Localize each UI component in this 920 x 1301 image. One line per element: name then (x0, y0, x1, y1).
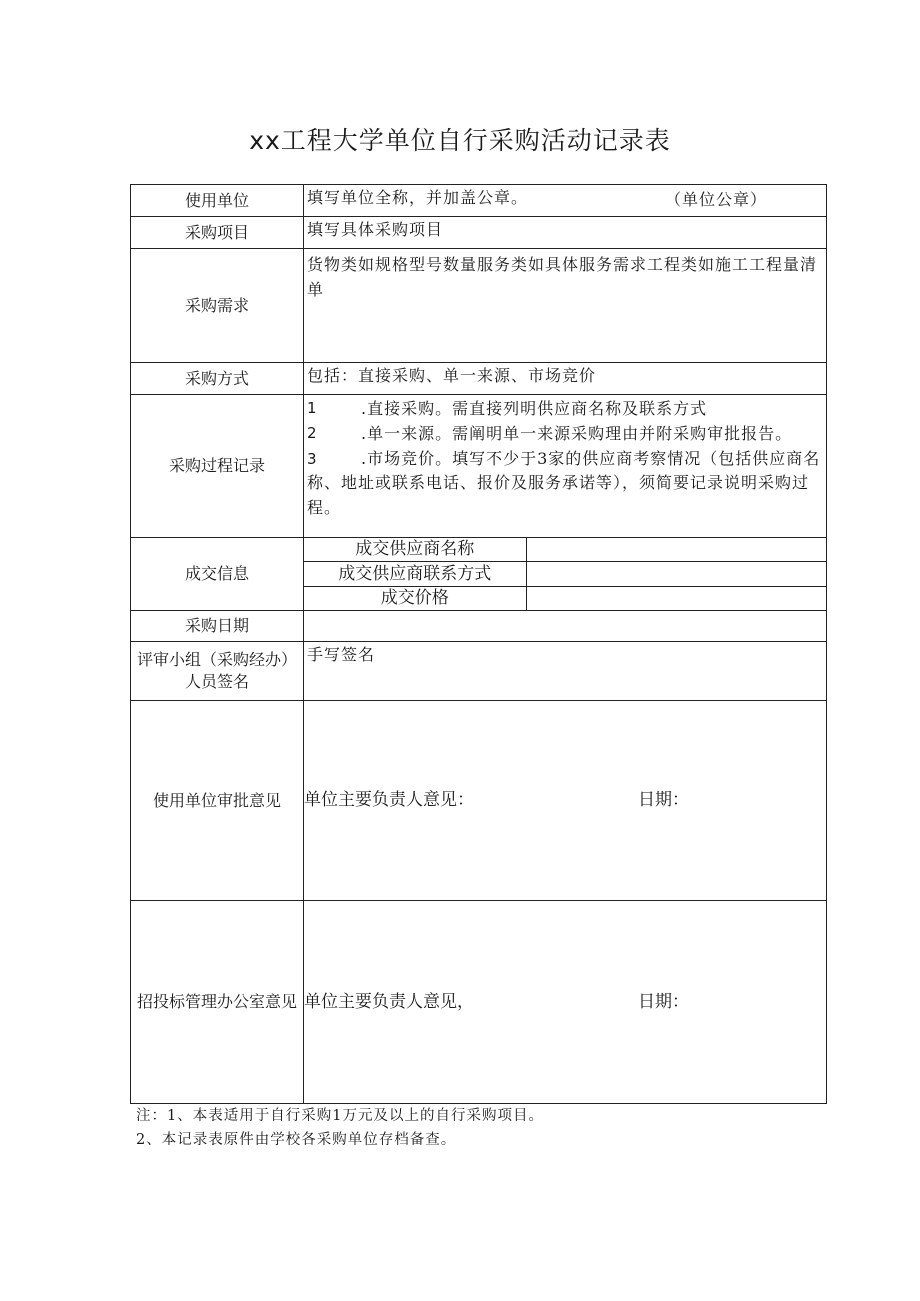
unit-approval-opinion: 单位主要负责人意见： (304, 790, 474, 811)
process-item-number: 3 (307, 449, 318, 468)
deal-supplier-contact-label: 成交供应商联系方式 (304, 562, 526, 586)
label-process: 采购过程记录 (131, 395, 304, 538)
row-office-approval (131, 901, 827, 1104)
label-office-approval: 招投标管理办公室意见 (131, 901, 304, 1104)
unit-approval-cell[interactable] (304, 701, 827, 901)
row-method (131, 363, 827, 395)
deal-supplier-name-label: 成交供应商名称 (304, 538, 526, 562)
label-demand: 采购需求 (131, 249, 304, 363)
label-deal: 成交信息 (131, 538, 304, 611)
process-item (307, 397, 823, 422)
process-item (307, 447, 823, 521)
unit-value-cell[interactable] (304, 185, 827, 217)
office-approval-date: 日期： (638, 991, 689, 1012)
deal-price-input[interactable] (526, 586, 826, 610)
process-item-number: 2 (307, 423, 318, 442)
row-process (131, 395, 827, 538)
page-title: xx工程大学单位自行采购活动记录表 (249, 126, 671, 155)
label-project: 采购项目 (131, 217, 304, 249)
office-approval-opinion: 单位主要负责人意见， (304, 991, 474, 1012)
process-item-text: .单一来源。需阐明单一来源采购理由并附采购审批报告。 (361, 423, 793, 443)
footnote-1: 注：1、本表适用于自行采购1万元及以上的自行采购项目。 (136, 1108, 544, 1124)
process-item-number: 1 (307, 399, 318, 417)
project-value[interactable]: 填写具体采购项目 (304, 217, 827, 249)
deal-supplier-name-input[interactable] (526, 538, 826, 562)
label-unit-approval: 使用单位审批意见 (131, 701, 304, 901)
label-unit: 使用单位 (131, 185, 304, 217)
process-item-text: .市场竞价。填写不少于3家的供应商考察情况（包括供应商名称、地址或联系电话、报价及服务承诺等），须简要记录说明采购过程。 (307, 448, 821, 518)
unit-approval-date: 日期： (638, 790, 689, 811)
label-date: 采购日期 (131, 611, 304, 642)
deal-info-cell (304, 538, 827, 611)
demand-value[interactable]: 货物类如规格型号数量服务类如具体服务需求工程类如施工工程量清单 (304, 249, 827, 363)
row-unit (131, 185, 827, 217)
procurement-record-table (130, 184, 827, 1104)
process-item-text: .直接采购。需直接列明供应商名称及联系方式 (361, 399, 708, 418)
deal-price-label: 成交价格 (304, 586, 526, 610)
office-approval-cell[interactable] (304, 901, 827, 1104)
label-method: 采购方式 (131, 363, 304, 395)
deal-supplier-contact-input[interactable] (526, 562, 826, 586)
row-deal (131, 538, 827, 611)
row-review (131, 642, 827, 701)
review-value[interactable]: 手写签名 (304, 642, 827, 701)
row-demand (131, 249, 827, 363)
unit-stamp-placeholder: （单位公章） (664, 190, 767, 209)
process-value[interactable] (304, 395, 827, 538)
deal-info-table (304, 538, 826, 610)
row-unit-approval (131, 701, 827, 901)
footnote-2: 2、本记录表原件由学校各采购单位存档备查。 (136, 1132, 457, 1148)
label-review: 评审小组（采购经办）人员签名 (131, 642, 304, 701)
unit-value: 填写单位全称，并加盖公章。 (307, 188, 529, 207)
row-date (131, 611, 827, 642)
row-project (131, 217, 827, 249)
date-input[interactable] (304, 611, 827, 642)
method-value[interactable]: 包括：直接采购、单一来源、市场竞价 (304, 363, 827, 395)
process-item (307, 422, 823, 447)
